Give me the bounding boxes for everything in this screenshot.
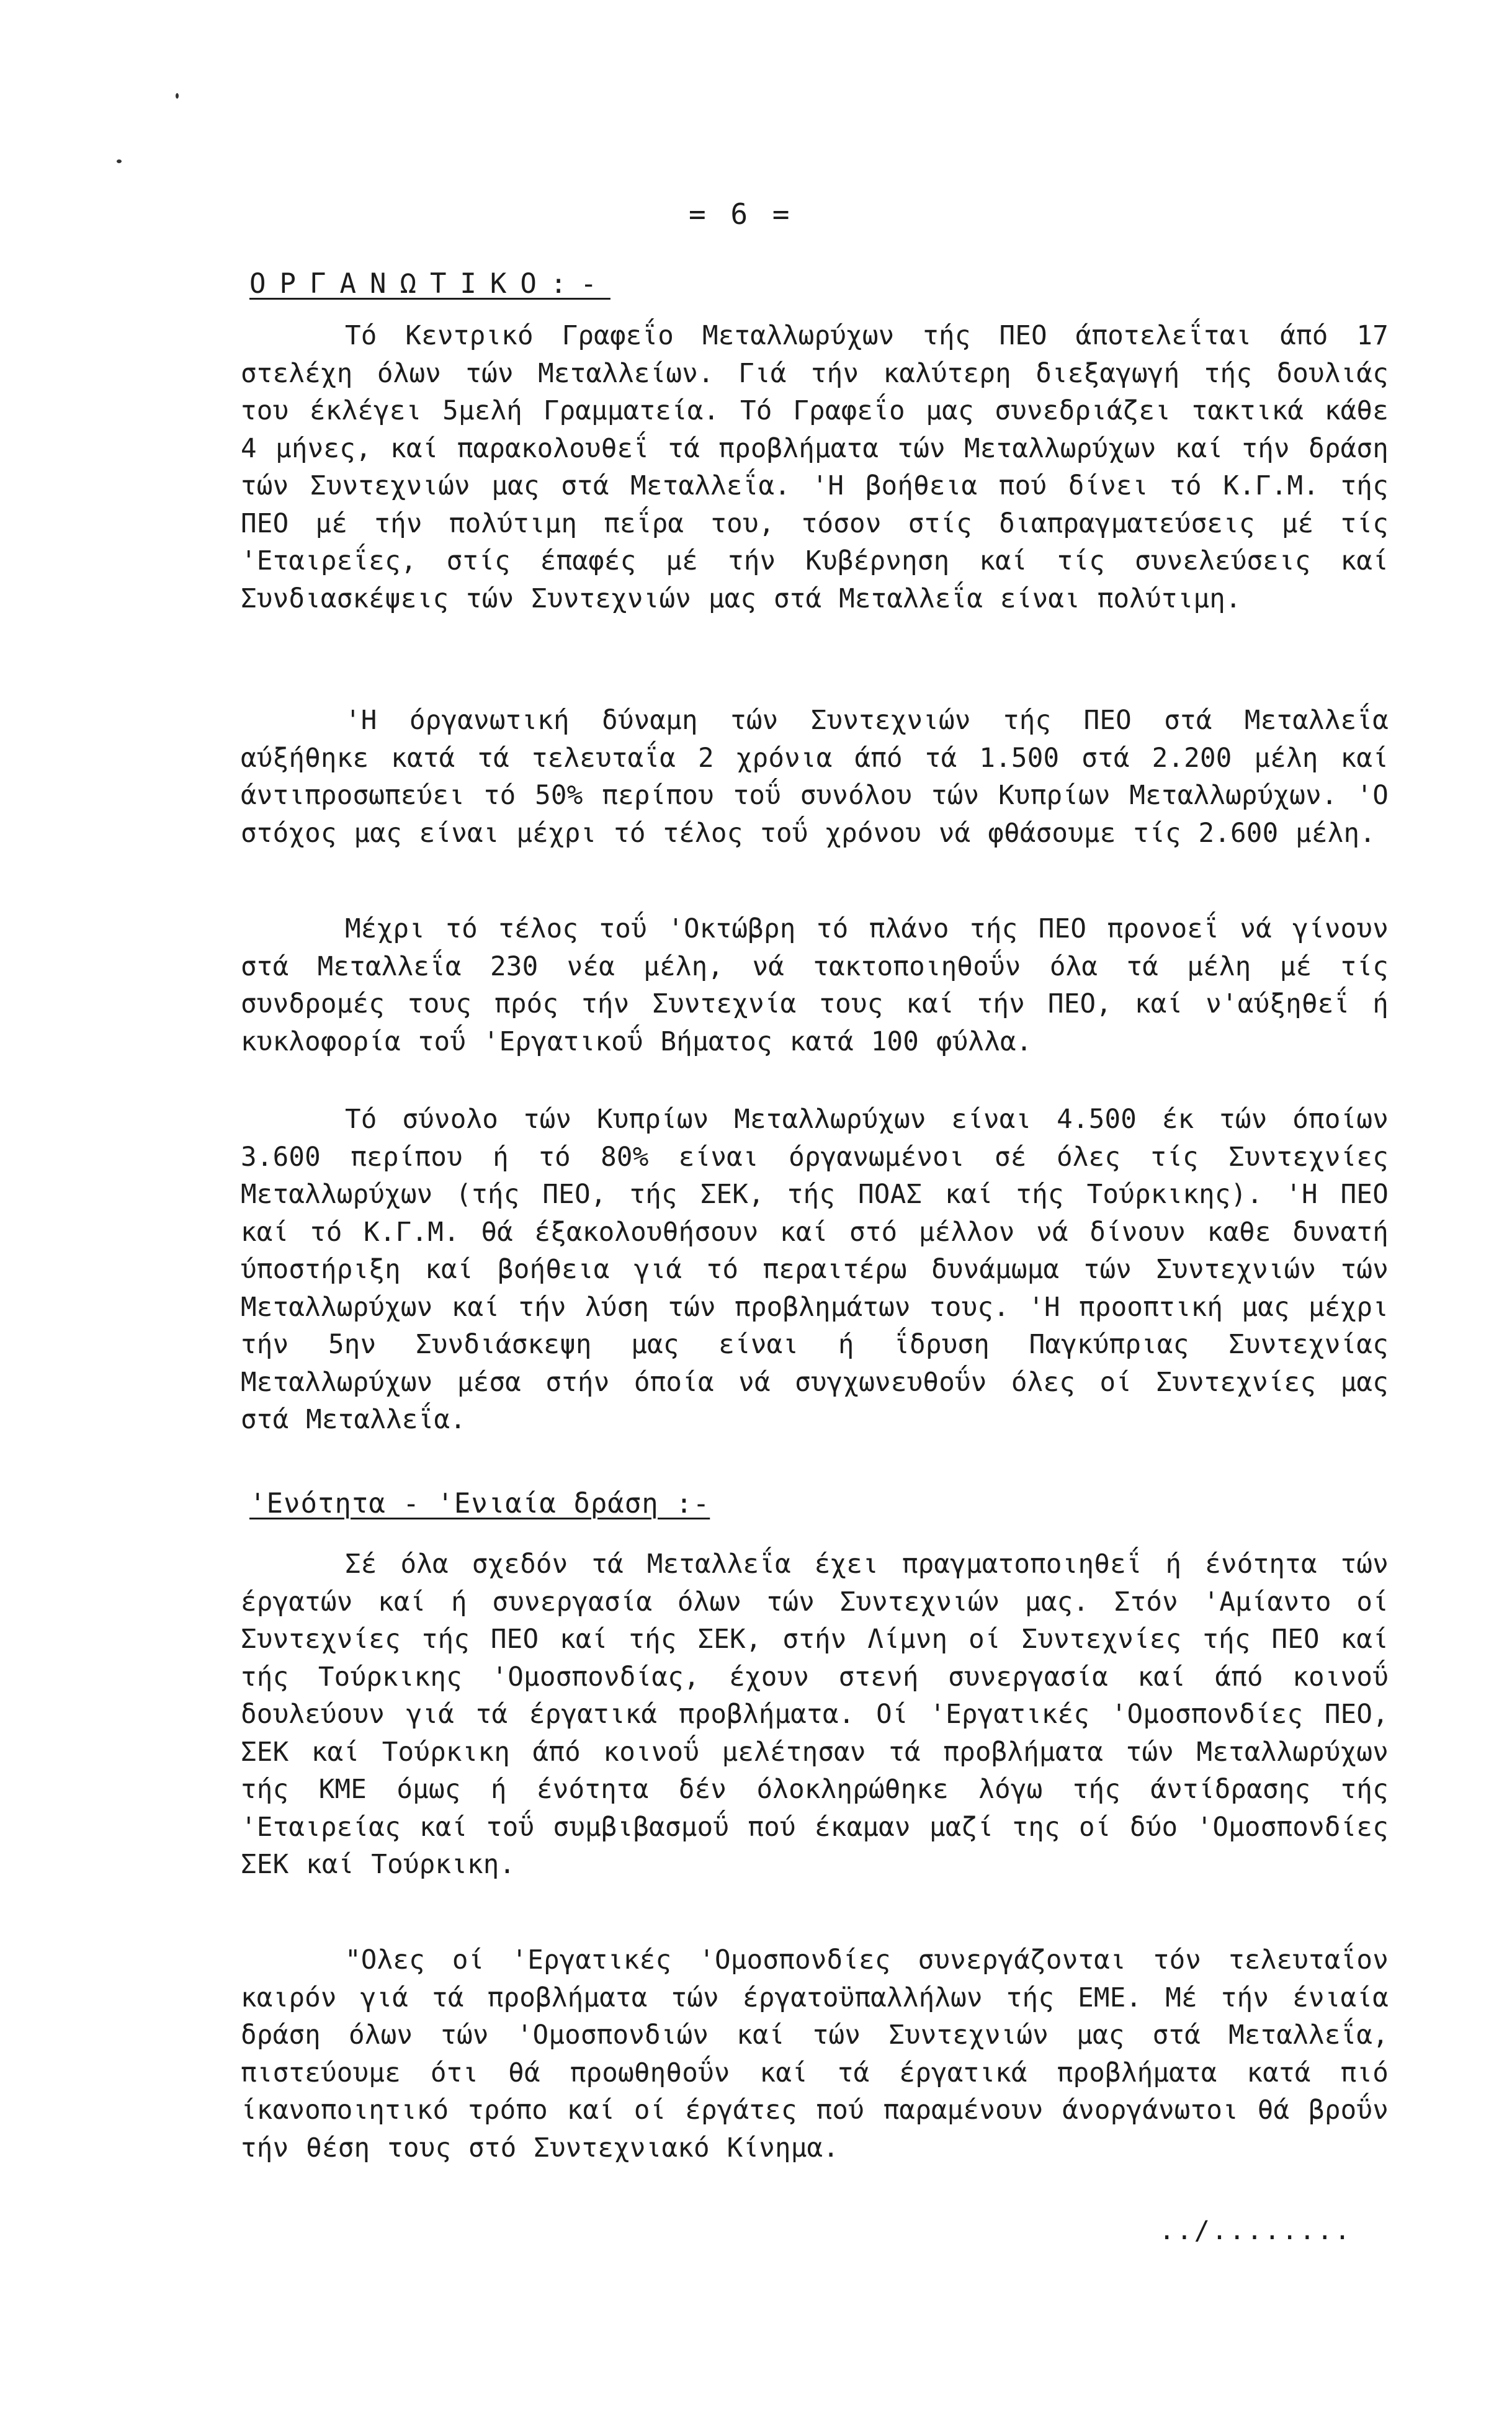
scan-speck: [117, 159, 122, 163]
paragraph: Τό σύνολο τών Κυπρίων Μεταλλωρύχων είναι 4.500 έκ τών όποίων 3.600 περίπου ή τό 80% είναι όργανωμένοι σέ όλες τίς Συντεχνίες Μεταλλωρύχων (τής ΠΕΟ, τής ΣΕΚ, τής ΠΟΑΣ καί τής Τούρκικης). 'Η ΠΕΟ καί τό Κ.Γ.Μ. θά έξακολουθήσουν καί στό μέλλον νά δίνουν καθε δυνατή ύποστήριξη καί βοήθεια γιά τό περαιτέρω δυνάμωμα τών Συντεχνιών τών Μεταλλωρύχων καί τήν λύση τών προβλημάτων τους. 'Η προοπτική μας μέχρι τήν 5ην Συνδιάσκεψη μας είναι ή ΐδρυση Παγκύπριας Συντεχνίας Μεταλλωρύχων μέσα στήν όποία νά συγχωνευθοΰν όλες οί Συντεχνίες μας στά Μεταλλεΐα.: [241, 1104, 1389, 1435]
section-heading-organizational: ΟΡΓΑΝΩΤΙΚΟ:-: [249, 268, 611, 300]
section-heading-unity: 'Ενότητα - 'Ενιαία δράση :-: [249, 1488, 710, 1519]
paragraph: 'Η όργανωτική δύναμη τών Συντεχνιών τής ΠΕΟ στά Μεταλλεΐα αύξήθηκε κατά τά τελευταΐα 2 χρόνια άπό τά 1.500 στά 2.200 μέλη καί άντιπροσωπεύει τό 50% περίπου τοΰ συνόλου τών Κυπρίων Μεταλλωρύχων. 'Ο στόχος μας είναι μέχρι τό τέλος τοΰ χρόνου νά φθάσουμε τίς 2.600 μέλη.: [241, 705, 1389, 849]
paragraph: Τό Κεντρικό Γραφεΐο Μεταλλωρύχων τής ΠΕΟ άποτελεΐται άπό 17 στελέχη όλων τών Μεταλλείων. Γιά τήν καλύτερη διεξαγωγή τής δουλιάς του έκλέγει 5μελή Γραμματεία. Τό Γραφεΐο μας συνεδριάζει τακτικά κάθε 4 μήνες, καί παρακολουθεΐ τά προβλήματα τών Μεταλλωρύχων καί τήν δράση τών Συντεχνιών μας στά Μεταλλεΐα. 'Η βοήθεια πού δίνει τό Κ.Γ.Μ. τής ΠΕΟ μέ τήν πολύτιμη πεΐρα του, τόσον στίς διαπραγματεύσεις μέ τίς 'Εταιρεΐες, στίς έπαφές μέ τήν Κυβέρνηση καί τίς συνελεύσεις καί Συνδιασκέψεις τών Συντεχνιών μας στά Μεταλλεΐα είναι πολύτιμη.: [241, 321, 1389, 614]
paragraph: Μέχρι τό τέλος τοΰ 'Οκτώβρη τό πλάνο τής ΠΕΟ προνοεΐ νά γίνουν στά Μεταλλεΐα 230 νέα μέλη, νά τακτοποιηθοΰν όλα τά μέλη μέ τίς συνδρομές τους πρός τήν Συντεχνία τους καί τήν ΠΕΟ, καί ν'αύξηθεΐ ή κυκλοφορία τοΰ 'Εργατικοΰ Βήματος κατά 100 φύλλα.: [241, 914, 1389, 1057]
page-number: = 6 =: [689, 197, 794, 231]
paragraph: "Ολες οί 'Εργατικές 'Ομοσπονδίες συνεργάζονται τόν τελευταΐον καιρόν γιά τά προβλήματα τών έργατοϋπαλλήλων τής ΕΜΕ. Μέ τήν ένιαία δράση όλων τών 'Ομοσπονδιών καί τών Συντεχνιών μας στά Μεταλλεΐα, πιστεύουμε ότι θά προωθηθοΰν καί τά έργατικά προβλήματα κατά πιό ίκανοποιητικό τρόπο καί οί έργάτες πού παραμένουν άνοργάνωτοι θά βροΰν τήν θέση τους στό Συντεχνιακό Κίνημα.: [241, 1945, 1389, 2163]
continuation-mark: ../........: [1159, 2215, 1353, 2245]
paragraph: Σέ όλα σχεδόν τά Μεταλλεΐα έχει πραγματοποιηθεΐ ή ένότητα τών έργατών καί ή συνεργασία όλων τών Συντεχνιών μας. Στόν 'Αμίαντο οί Συντεχνίες τής ΠΕΟ καί τής ΣΕΚ, στήν Λίμνη οί Συντεχνίες τής ΠΕΟ καί τής Τούρκικης 'Ομοσπονδίας, έχουν στενή συνεργασία καί άπό κοινοΰ δουλεύουν γιά τά έργατικά προβλήματα. Οί 'Εργατικές 'Ομοσπονδίες ΠΕΟ, ΣΕΚ καί Τούρκικη άπό κοινοΰ μελέτησαν τά προβλήματα τών Μεταλλωρύχων τής ΚΜΕ όμως ή ένότητα δέν όλοκληρώθηκε λόγω τής άντίδρασης τής 'Εταιρείας καί τοΰ συμβιβασμοΰ πού έκαμαν μαζί της οί δύο 'Ομοσπονδίες ΣΕΚ καί Τούρκικη.: [241, 1549, 1389, 1880]
scan-speck: [176, 93, 179, 99]
